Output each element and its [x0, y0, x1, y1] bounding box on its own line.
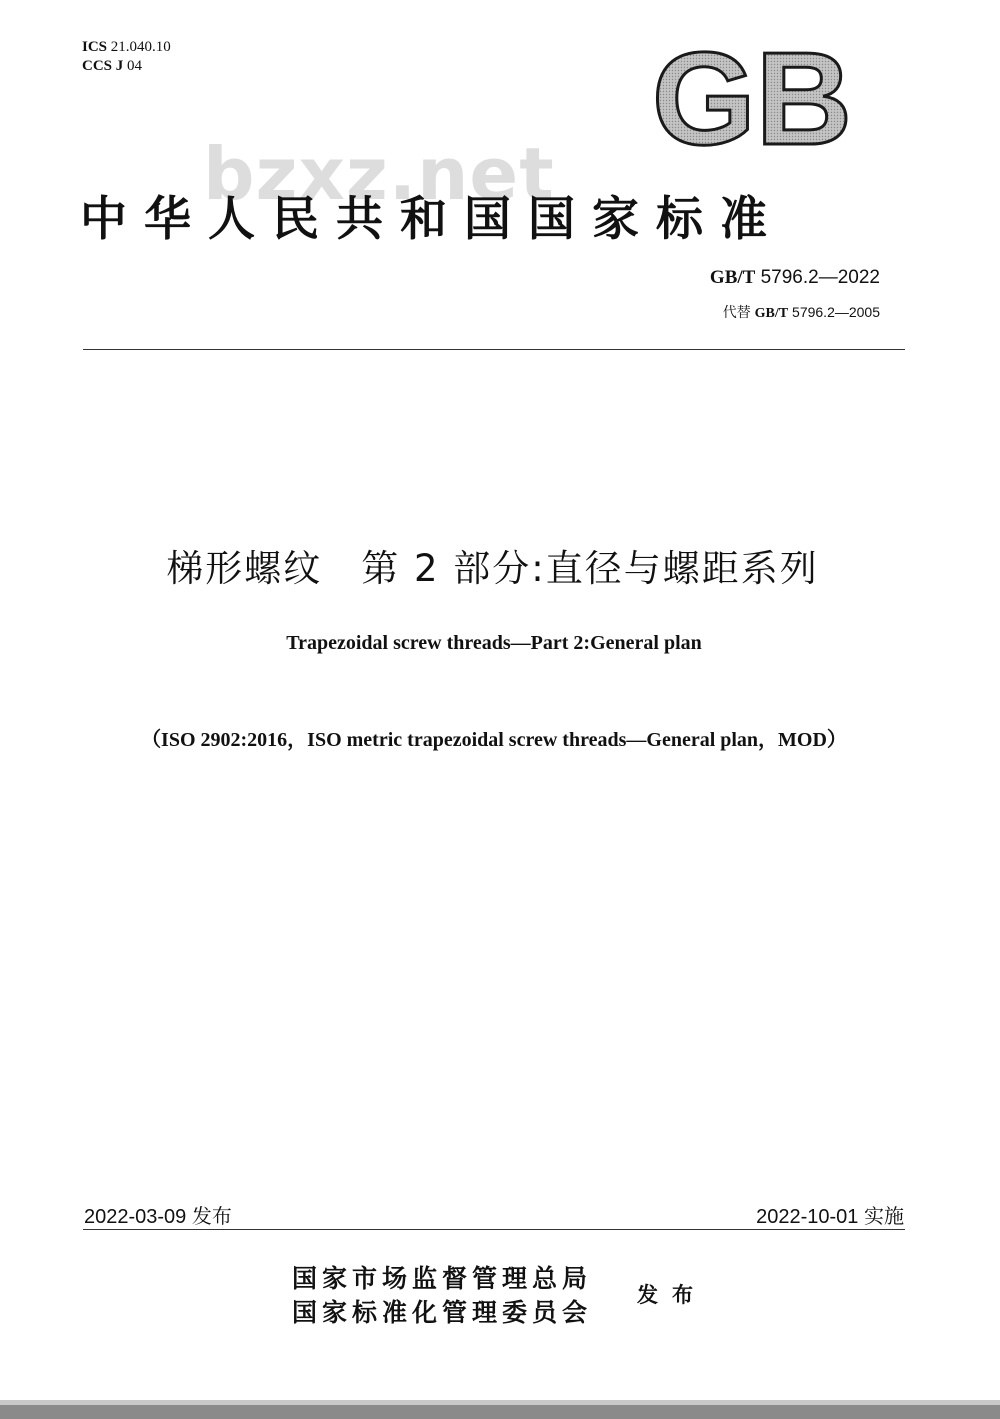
replaces-label: 代替 — [722, 304, 751, 320]
classification-codes — [82, 38, 171, 76]
issuing-authorities — [292, 1262, 592, 1330]
standard-number-value: 5796.2—2022 — [760, 267, 880, 288]
top-divider — [83, 349, 905, 350]
implementation-date: 2022-10-01 实施 — [756, 1206, 904, 1228]
issuer-samr: 国家市场监督管理总局 — [292, 1264, 593, 1293]
gb-logo — [650, 48, 855, 153]
country-standard-title: 中华人民共和国国家标准 — [80, 192, 784, 247]
publish-label: 发布 — [637, 1282, 707, 1307]
ics-value: 21.040.10 — [110, 39, 171, 55]
standard-number — [710, 267, 880, 289]
ccs-value: 04 — [127, 58, 143, 74]
replaces-number: 5796.2—2005 — [792, 304, 880, 320]
gb-logo-text: GB — [652, 48, 852, 153]
replaces-prefix: GB/T — [754, 306, 789, 321]
ics-label: ICS — [82, 39, 108, 55]
ccs-class: J — [115, 58, 124, 74]
replaces-standard — [723, 302, 880, 322]
bottom-divider — [83, 1229, 905, 1230]
watermark: bzxz.net — [203, 132, 555, 216]
issuer-sac: 国家标准化管理委员会 — [292, 1298, 593, 1327]
ccs-code — [82, 57, 171, 76]
ics-code — [82, 38, 171, 57]
page-edge-bar — [0, 1400, 1000, 1419]
chinese-title: 梯形螺纹 第 2 部分:直径与螺距系列 — [166, 547, 819, 590]
english-title: Trapezoidal screw threads—Part 2:General plan — [286, 632, 702, 654]
standard-prefix: GB/T — [709, 267, 756, 288]
iso-reference: （ISO 2902:2016，ISO metric trapezoidal screw threads—General plan，MOD） — [141, 729, 847, 751]
issue-date: 2022-03-09 发布 — [84, 1206, 232, 1228]
ccs-label: CCS — [82, 58, 113, 74]
